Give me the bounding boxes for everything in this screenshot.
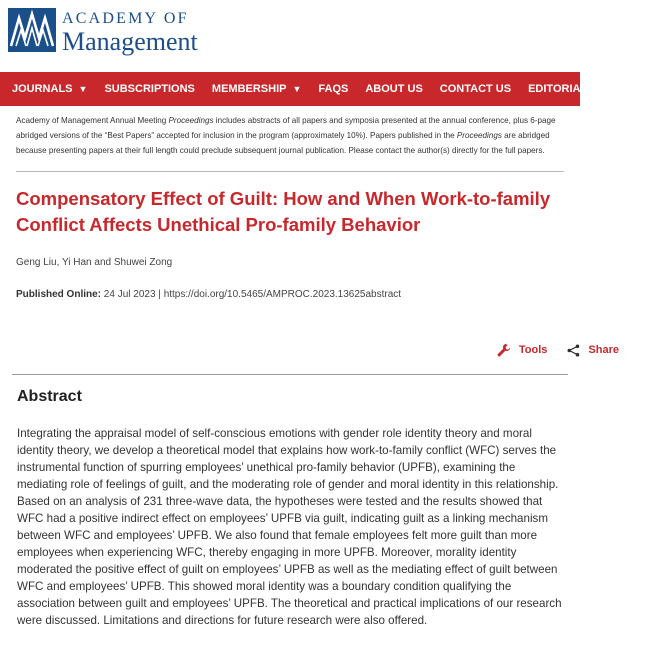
nav-membership[interactable] bbox=[212, 83, 301, 95]
nav-subscriptions-label: SUBSCRIPTIONS bbox=[104, 83, 195, 95]
brand-line2: Management bbox=[62, 27, 198, 56]
nav-about-us-label: ABOUT US bbox=[365, 83, 423, 95]
brand-logo[interactable] bbox=[8, 8, 198, 56]
authors-list[interactable]: Geng Liu, Yi Han and Shuwei Zong bbox=[16, 257, 173, 268]
abstract-text: Integrating the appraisal model of self-conscious emotions with gender role identity theory and moral identity theory, we develop a theoretical model that explains how work-to-family conflict (WFC) serves the instrumental function of spurring employees’ unethical pro-family behavior (UPFB), examining the mediating role of feelings of guilt, and the moderating role of gender and moral identity in this relationship. Based on an analysis of 231 three-wave data, the hypotheses were tested and the results showed that WFC had a positive indirect effect on employees’ UPFB via guilt, indicating guilt as a linking mechanism between WFC and employees’ UPFB. We also found that female employees felt more guilt than more employees when experiencing WFC, thereby engaging in more UPFB. Moreover, morality identity moderated the positive effect of guilt on employees’ UPFB as well as the mediating effect of guilt between WFC and employees’ UPFB. This showed moral identity was a boundary condition qualifying the association between guilt and employees’ UPFB. The theoretical and practical implications of our research were discussed. Limitations and directions for future research were also offered. bbox=[17, 427, 562, 627]
notice-text-1: Academy of Management Annual Meeting bbox=[16, 116, 169, 125]
share-button[interactable] bbox=[567, 344, 619, 357]
notice-text-3: are abridged because presenting papers at their full length could preclude subsequent journal publication. Please contact the author(s) directly for the full papers. bbox=[16, 131, 550, 155]
nav-contact-us[interactable] bbox=[440, 83, 511, 95]
chevron-down-icon: ▼ bbox=[292, 84, 302, 94]
nav-faqs[interactable] bbox=[318, 83, 348, 95]
article-authors[interactable] bbox=[16, 257, 172, 268]
nav-membership-label: MEMBERSHIP bbox=[211, 83, 287, 95]
proceedings-notice bbox=[16, 113, 564, 158]
info-separator: | bbox=[158, 289, 161, 300]
divider bbox=[12, 374, 568, 375]
brand-name bbox=[62, 8, 198, 56]
published-label: Published Online: bbox=[16, 289, 102, 300]
wrench-icon bbox=[497, 343, 511, 357]
share-label: Share bbox=[588, 344, 619, 356]
publication-info bbox=[16, 289, 401, 300]
chevron-down-icon: ▼ bbox=[78, 84, 88, 94]
tools-button[interactable] bbox=[497, 343, 548, 357]
main-nav bbox=[0, 72, 645, 106]
nav-contact-us-label: CONTACT US bbox=[439, 83, 512, 95]
site-header bbox=[0, 0, 580, 72]
abstract-heading: Abstract bbox=[17, 388, 82, 405]
nav-faqs-label: FAQS bbox=[318, 83, 349, 95]
nav-editorial-services-label: EDITORIAL SERVICES bbox=[528, 83, 645, 95]
nav-editorial-services[interactable] bbox=[528, 83, 645, 95]
published-date: 24 Jul 2023 bbox=[103, 289, 156, 300]
nav-journals[interactable] bbox=[12, 83, 87, 95]
notice-text-2: includes abstracts of all papers and symposia presented at the annual conference, plus 6-page abridged versions of the “Best Papers” accepted for inclusion in the program (approximately 10%). Papers published in the bbox=[16, 116, 556, 140]
notice-em-2: Proceedings bbox=[456, 131, 502, 140]
article-tools bbox=[477, 343, 619, 357]
notice-em-1: Proceedings bbox=[168, 116, 214, 125]
aom-logo-icon bbox=[8, 8, 56, 52]
divider bbox=[16, 171, 564, 172]
tools-label: Tools bbox=[518, 344, 548, 356]
nav-subscriptions[interactable] bbox=[104, 83, 194, 95]
brand-line1: ACADEMY OF bbox=[62, 10, 189, 27]
nav-about-us[interactable] bbox=[365, 83, 422, 95]
share-icon bbox=[567, 344, 580, 357]
article-title: Compensatory Effect of Guilt: How and When Work-to-family Conflict Affects Unethical Pro-family Behavior bbox=[16, 188, 551, 235]
doi-link[interactable]: https://doi.org/10.5465/AMPROC.2023.13625abstract bbox=[163, 289, 402, 300]
nav-journals-label: JOURNALS bbox=[12, 83, 73, 95]
